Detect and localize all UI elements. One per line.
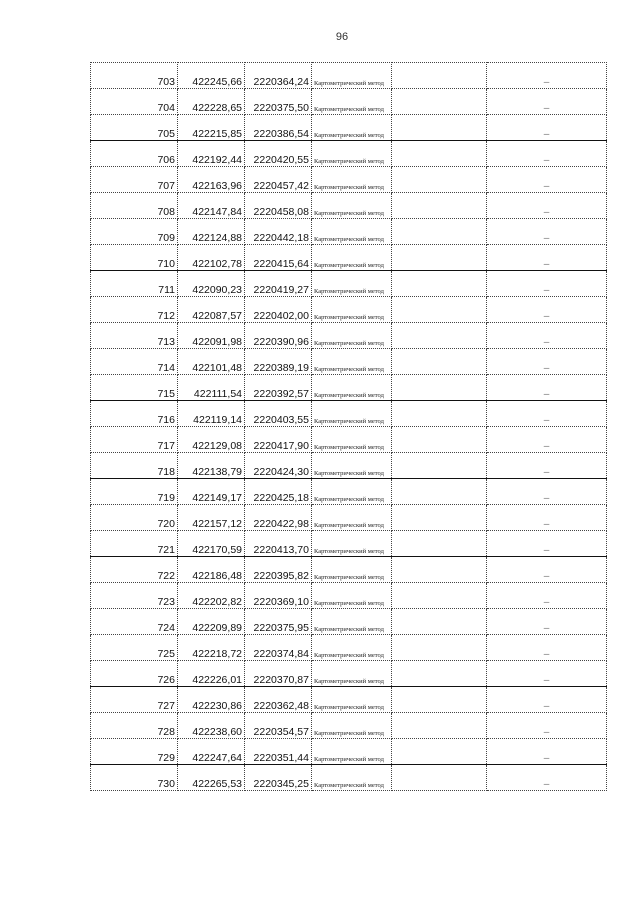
method-label: Картометрический метод <box>314 522 384 529</box>
table-row <box>91 505 607 531</box>
method-label: Картометрический метод <box>314 262 384 269</box>
note-cell: – <box>487 193 607 219</box>
note-cell: – <box>487 297 607 323</box>
empty-cell <box>392 765 487 791</box>
y-coordinate-cell: 2220375,95 <box>245 609 312 635</box>
y-coordinate-cell: 2220413,70 <box>245 531 312 557</box>
point-number-cell: 725 <box>91 635 178 661</box>
note-cell: – <box>487 583 607 609</box>
empty-cell <box>392 245 487 271</box>
method-label: Картометрический метод <box>314 132 384 139</box>
method-cell <box>312 453 392 479</box>
x-coordinate-cell: 422091,98 <box>178 323 245 349</box>
table-row <box>91 479 607 505</box>
method-label: Картометрический метод <box>314 600 384 607</box>
point-number-cell: 709 <box>91 219 178 245</box>
note-cell: – <box>487 115 607 141</box>
table-row <box>91 375 607 401</box>
point-number-cell: 704 <box>91 89 178 115</box>
table-row <box>91 271 607 297</box>
empty-cell <box>392 349 487 375</box>
table-row <box>91 453 607 479</box>
method-label: Картометрический метод <box>314 288 384 295</box>
method-label: Картометрический метод <box>314 782 384 789</box>
method-cell <box>312 271 392 297</box>
x-coordinate-cell: 422218,72 <box>178 635 245 661</box>
note-cell: – <box>487 271 607 297</box>
method-cell <box>312 89 392 115</box>
note-cell: – <box>487 531 607 557</box>
method-cell <box>312 349 392 375</box>
note-cell: – <box>487 661 607 687</box>
point-number-cell: 708 <box>91 193 178 219</box>
point-number-cell: 719 <box>91 479 178 505</box>
y-coordinate-cell: 2220345,25 <box>245 765 312 791</box>
table-row <box>91 167 607 193</box>
y-coordinate-cell: 2220402,00 <box>245 297 312 323</box>
page-number: 96 <box>335 31 349 43</box>
x-coordinate-cell: 422209,89 <box>178 609 245 635</box>
empty-cell <box>392 167 487 193</box>
table-row <box>91 63 607 89</box>
method-cell <box>312 193 392 219</box>
method-label: Картометрический метод <box>314 730 384 737</box>
table-row <box>91 609 607 635</box>
table-row <box>91 193 607 219</box>
x-coordinate-cell: 422186,48 <box>178 557 245 583</box>
table-row <box>91 427 607 453</box>
table-row <box>91 531 607 557</box>
method-label: Картометрический метод <box>314 184 384 191</box>
table-row <box>91 115 607 141</box>
method-cell <box>312 479 392 505</box>
method-label: Картометрический метод <box>314 158 384 165</box>
method-label: Картометрический метод <box>314 548 384 555</box>
point-number-cell: 729 <box>91 739 178 765</box>
empty-cell <box>392 583 487 609</box>
point-number-cell: 706 <box>91 141 178 167</box>
y-coordinate-cell: 2220419,27 <box>245 271 312 297</box>
method-cell <box>312 531 392 557</box>
y-coordinate-cell: 2220457,42 <box>245 167 312 193</box>
empty-cell <box>392 635 487 661</box>
method-label: Картометрический метод <box>314 470 384 477</box>
point-number-cell: 707 <box>91 167 178 193</box>
x-coordinate-cell: 422090,23 <box>178 271 245 297</box>
method-label: Картометрический метод <box>314 574 384 581</box>
note-cell: – <box>487 635 607 661</box>
note-cell: – <box>487 687 607 713</box>
method-cell <box>312 583 392 609</box>
table-row <box>91 583 607 609</box>
note-cell: – <box>487 89 607 115</box>
point-number-cell: 722 <box>91 557 178 583</box>
method-label: Картометрический метод <box>314 652 384 659</box>
empty-cell <box>392 453 487 479</box>
x-coordinate-cell: 422129,08 <box>178 427 245 453</box>
note-cell: – <box>487 557 607 583</box>
method-label: Картометрический метод <box>314 626 384 633</box>
y-coordinate-cell: 2220458,08 <box>245 193 312 219</box>
note-cell: – <box>487 219 607 245</box>
method-label: Картометрический метод <box>314 314 384 321</box>
x-coordinate-cell: 422149,17 <box>178 479 245 505</box>
point-number-cell: 716 <box>91 401 178 427</box>
empty-cell <box>392 141 487 167</box>
empty-cell <box>392 739 487 765</box>
x-coordinate-cell: 422124,88 <box>178 219 245 245</box>
point-number-cell: 714 <box>91 349 178 375</box>
method-label: Картометрический метод <box>314 678 384 685</box>
method-label: Картометрический метод <box>314 106 384 113</box>
method-cell <box>312 167 392 193</box>
table-row <box>91 765 607 791</box>
y-coordinate-cell: 2220420,55 <box>245 141 312 167</box>
empty-cell <box>392 427 487 453</box>
note-cell: – <box>487 323 607 349</box>
method-label: Картометрический метод <box>314 366 384 373</box>
y-coordinate-cell: 2220354,57 <box>245 713 312 739</box>
y-coordinate-cell: 2220415,64 <box>245 245 312 271</box>
y-coordinate-cell: 2220370,87 <box>245 661 312 687</box>
y-coordinate-cell: 2220389,19 <box>245 349 312 375</box>
method-cell <box>312 115 392 141</box>
point-number-cell: 718 <box>91 453 178 479</box>
point-number-cell: 703 <box>91 63 178 89</box>
empty-cell <box>392 661 487 687</box>
y-coordinate-cell: 2220369,10 <box>245 583 312 609</box>
method-label: Картометрический метод <box>314 340 384 347</box>
note-cell: – <box>487 609 607 635</box>
x-coordinate-cell: 422101,48 <box>178 349 245 375</box>
note-cell: – <box>487 63 607 89</box>
y-coordinate-cell: 2220390,96 <box>245 323 312 349</box>
note-cell: – <box>487 453 607 479</box>
point-number-cell: 726 <box>91 661 178 687</box>
note-cell: – <box>487 505 607 531</box>
empty-cell <box>392 401 487 427</box>
method-cell <box>312 765 392 791</box>
empty-cell <box>392 219 487 245</box>
empty-cell <box>392 609 487 635</box>
point-number-cell: 710 <box>91 245 178 271</box>
x-coordinate-cell: 422202,82 <box>178 583 245 609</box>
table-row <box>91 245 607 271</box>
method-label: Картометрический метод <box>314 444 384 451</box>
y-coordinate-cell: 2220422,98 <box>245 505 312 531</box>
note-cell: – <box>487 167 607 193</box>
x-coordinate-cell: 422230,86 <box>178 687 245 713</box>
x-coordinate-cell: 422247,64 <box>178 739 245 765</box>
x-coordinate-cell: 422265,53 <box>178 765 245 791</box>
table-row <box>91 89 607 115</box>
x-coordinate-cell: 422238,60 <box>178 713 245 739</box>
note-cell: – <box>487 427 607 453</box>
x-coordinate-cell: 422215,85 <box>178 115 245 141</box>
note-cell: – <box>487 401 607 427</box>
method-cell <box>312 739 392 765</box>
table-row <box>91 661 607 687</box>
empty-cell <box>392 557 487 583</box>
y-coordinate-cell: 2220375,50 <box>245 89 312 115</box>
point-number-cell: 730 <box>91 765 178 791</box>
table-row <box>91 219 607 245</box>
point-number-cell: 724 <box>91 609 178 635</box>
y-coordinate-cell: 2220351,44 <box>245 739 312 765</box>
method-cell <box>312 427 392 453</box>
empty-cell <box>392 531 487 557</box>
x-coordinate-cell: 422087,57 <box>178 297 245 323</box>
note-cell: – <box>487 765 607 791</box>
table-row <box>91 713 607 739</box>
table-row <box>91 739 607 765</box>
method-label: Картометрический метод <box>314 704 384 711</box>
empty-cell <box>392 115 487 141</box>
method-label: Картометрический метод <box>314 80 384 87</box>
y-coordinate-cell: 2220424,30 <box>245 453 312 479</box>
x-coordinate-cell: 422163,96 <box>178 167 245 193</box>
x-coordinate-cell: 422138,79 <box>178 453 245 479</box>
y-coordinate-cell: 2220425,18 <box>245 479 312 505</box>
x-coordinate-cell: 422228,65 <box>178 89 245 115</box>
empty-cell <box>392 297 487 323</box>
empty-cell <box>392 271 487 297</box>
point-number-cell: 711 <box>91 271 178 297</box>
method-label: Картометрический метод <box>314 418 384 425</box>
method-label: Картометрический метод <box>314 210 384 217</box>
empty-cell <box>392 375 487 401</box>
method-cell <box>312 609 392 635</box>
point-number-cell: 721 <box>91 531 178 557</box>
x-coordinate-cell: 422147,84 <box>178 193 245 219</box>
table-row <box>91 141 607 167</box>
empty-cell <box>392 63 487 89</box>
method-cell <box>312 245 392 271</box>
x-coordinate-cell: 422119,14 <box>178 401 245 427</box>
method-cell <box>312 375 392 401</box>
empty-cell <box>392 713 487 739</box>
empty-cell <box>392 505 487 531</box>
method-cell <box>312 401 392 427</box>
point-number-cell: 715 <box>91 375 178 401</box>
note-cell: – <box>487 479 607 505</box>
x-coordinate-cell: 422111,54 <box>178 375 245 401</box>
note-cell: – <box>487 141 607 167</box>
note-cell: – <box>487 375 607 401</box>
table-row <box>91 687 607 713</box>
table-row <box>91 349 607 375</box>
point-number-cell: 727 <box>91 687 178 713</box>
y-coordinate-cell: 2220362,48 <box>245 687 312 713</box>
point-number-cell: 705 <box>91 115 178 141</box>
method-label: Картометрический метод <box>314 756 384 763</box>
empty-cell <box>392 323 487 349</box>
coordinates-table-body <box>91 63 607 791</box>
x-coordinate-cell: 422245,66 <box>178 63 245 89</box>
y-coordinate-cell: 2220442,18 <box>245 219 312 245</box>
method-cell <box>312 505 392 531</box>
method-cell <box>312 635 392 661</box>
note-cell: – <box>487 349 607 375</box>
method-label: Картометрический метод <box>314 236 384 243</box>
empty-cell <box>392 193 487 219</box>
y-coordinate-cell: 2220364,24 <box>245 63 312 89</box>
method-cell <box>312 219 392 245</box>
y-coordinate-cell: 2220417,90 <box>245 427 312 453</box>
point-number-cell: 712 <box>91 297 178 323</box>
point-number-cell: 720 <box>91 505 178 531</box>
y-coordinate-cell: 2220403,55 <box>245 401 312 427</box>
method-label: Картометрический метод <box>314 496 384 503</box>
point-number-cell: 723 <box>91 583 178 609</box>
y-coordinate-cell: 2220374,84 <box>245 635 312 661</box>
note-cell: – <box>487 713 607 739</box>
y-coordinate-cell: 2220395,82 <box>245 557 312 583</box>
coordinates-table <box>90 62 607 791</box>
table-row <box>91 323 607 349</box>
method-cell <box>312 557 392 583</box>
y-coordinate-cell: 2220392,57 <box>245 375 312 401</box>
empty-cell <box>392 89 487 115</box>
method-cell <box>312 661 392 687</box>
method-label: Картометрический метод <box>314 392 384 399</box>
method-cell <box>312 63 392 89</box>
note-cell: – <box>487 245 607 271</box>
x-coordinate-cell: 422170,59 <box>178 531 245 557</box>
method-cell <box>312 687 392 713</box>
y-coordinate-cell: 2220386,54 <box>245 115 312 141</box>
table-row <box>91 635 607 661</box>
empty-cell <box>392 687 487 713</box>
point-number-cell: 728 <box>91 713 178 739</box>
note-cell: – <box>487 739 607 765</box>
x-coordinate-cell: 422192,44 <box>178 141 245 167</box>
point-number-cell: 717 <box>91 427 178 453</box>
empty-cell <box>392 479 487 505</box>
method-cell <box>312 713 392 739</box>
table-row <box>91 401 607 427</box>
table-row <box>91 557 607 583</box>
method-cell <box>312 141 392 167</box>
x-coordinate-cell: 422157,12 <box>178 505 245 531</box>
table-row <box>91 297 607 323</box>
x-coordinate-cell: 422226,01 <box>178 661 245 687</box>
x-coordinate-cell: 422102,78 <box>178 245 245 271</box>
method-cell <box>312 323 392 349</box>
method-cell <box>312 297 392 323</box>
point-number-cell: 713 <box>91 323 178 349</box>
